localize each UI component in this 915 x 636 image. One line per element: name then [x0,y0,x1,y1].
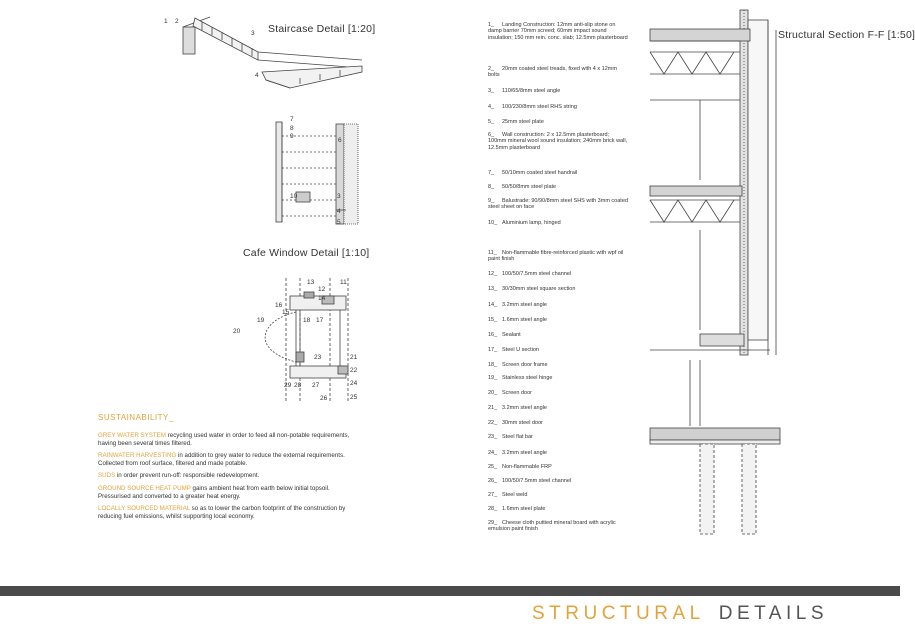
detail-note-text: 20mm coated steel treads, fixed with 4 x 12mm bolts [488,66,617,79]
sustainability-item [98,432,360,447]
drawing-reference-number: 6 [338,137,342,144]
detail-note-text: Screen door frame [502,362,548,368]
sustainability-item-key: GROUND SOURCE HEAT PUMP [98,484,191,492]
detail-note-number: 13_ [488,286,498,292]
detail-note [488,506,628,512]
detail-note [488,119,628,125]
detail-note [488,390,628,396]
sustainability-item-text: in addition to grey water to reduce the external requirements. Collected from roof surface, filtered and made potable. [98,452,345,467]
detail-note-text: Balustrade: 90/90/8mm steel SHS with 3mm coated steel sheet on face [488,198,628,211]
detail-note-text: 30/30mm steel square section [502,286,576,292]
detail-note-number: 18_ [488,362,498,368]
drawing-reference-number: 2 [175,18,179,25]
drawing-reference-number: 15 [282,309,290,316]
detail-note-text: 3.2mm steel angle [502,302,547,308]
page-title-details: DETAILS [718,603,828,624]
detail-note [488,22,628,41]
detail-note-number: 16_ [488,332,498,338]
drawing-reference-number: 29 [284,382,292,389]
drawing-reference-number: 21 [350,354,358,361]
detail-note [488,104,628,110]
drawing-reference-number: 25 [350,394,358,401]
detail-note [488,375,628,381]
detail-note [488,332,628,338]
detail-note [488,132,628,151]
detail-note-text: 50/50/8mm steel plate [502,184,557,190]
sustainability-item-text: so as to lower the carbon footprint of the construction by reducing fuel emissions, whilst supporting local economy. [98,505,346,520]
drawing-reference-number: 13 [307,279,315,286]
page-title [532,603,828,625]
drawing-reference-number: 28 [294,382,302,389]
detail-note-number: 4_ [488,104,495,110]
detail-note [488,450,628,456]
detail-note-number: 29_ [488,520,498,526]
detail-note-text: 1.6mm steel angle [502,317,547,323]
detail-note [488,434,628,440]
sustainability-item-key: RAINWATER HARVESTING [98,452,177,460]
detail-note-text: 3.2mm steel angle [502,450,547,456]
detail-note [488,317,628,323]
staircase-detail-title: Staircase Detail [1:20] [268,23,376,35]
detail-note-number: 2_ [488,66,495,72]
detail-note-number: 24_ [488,450,498,456]
detail-note [488,347,628,353]
detail-note-text: 100/50/7.5mm steel channel [502,271,572,277]
drawing-reference-number: 8 [290,125,294,132]
cafe-window-detail-title: Cafe Window Detail [1:10] [243,247,370,259]
sustainability-item-text: in order prevent run-off: responsible redevelopment. [115,472,260,480]
drawing-reference-number: 17 [316,317,324,324]
detail-note-number: 27_ [488,492,498,498]
detail-note-number: 8_ [488,184,495,190]
drawing-reference-number: 9 [290,133,294,140]
detail-note-text: Non-flammable FRP [502,464,552,470]
detail-note-number: 9_ [488,198,495,204]
sustainability-item [98,505,360,520]
detail-note-text: 50/10mm coated steel handrail [502,170,578,176]
detail-note-number: 5_ [488,119,495,125]
detail-note [488,492,628,498]
sustainability-item-text: gains ambient heat from earth below initial topsoil. Pressurised and converted to a greater heat energy. [98,484,330,500]
detail-note [488,250,628,263]
detail-note [488,198,628,211]
detail-note [488,478,628,484]
detail-note-number: 20_ [488,390,498,396]
detail-note-text: Wall construction: 2 x 12.5mm plasterboard; 100mm mineral wool sound insulation; 240mm brick wall, 12.5mm plasterboard [488,132,628,151]
drawing-reference-number: 3 [251,30,255,37]
detail-note [488,286,628,292]
detail-note-text: Cheese cloth puttied mineral board with acrylic emulsion paint finish [488,520,616,533]
detail-note-text: Non-flammable fibre-reinforced plastic with wpf oil paint finish [488,250,624,263]
drawing-reference-number: 19 [257,317,265,324]
detail-note-number: 7_ [488,170,495,176]
detail-note [488,88,628,94]
detail-note-number: 26_ [488,478,498,484]
detail-note-number: 21_ [488,405,498,411]
detail-note-text: 110/65/8mm steel angle [502,88,561,94]
sustainability-item-key: SUDS [98,472,116,480]
detail-note-text: 1.6mm steel plate [502,506,546,512]
detail-note-text: 100/230/8mm steel RHS string [502,104,577,110]
detail-note-text: Steel flat bar [502,434,533,440]
drawing-reference-number: 3 [337,193,341,200]
detail-note-number: 19_ [488,375,498,381]
sustainability-item-key: LOCALLY SOURCED MATERIAL [98,505,190,513]
detail-note-number: 23_ [488,434,498,440]
drawing-reference-number: 14 [318,295,326,302]
detail-note [488,420,628,426]
detail-note [488,302,628,308]
detail-note-text: Screen door [502,390,532,396]
detail-note [488,464,628,470]
detail-note-number: 1_ [488,22,495,28]
detail-note [488,220,628,226]
drawing-reference-number: 12 [318,286,326,293]
structural-section-title: Structural Section F-F [1:50] [778,29,915,41]
drawing-reference-number: 4 [255,72,259,79]
detail-note-number: 25_ [488,464,498,470]
detail-note-text: Steel U section [502,347,539,353]
drawing-reference-number: 23 [314,354,322,361]
detail-note-number: 17_ [488,347,498,353]
drawing-reference-number: 27 [312,382,320,389]
detail-note [488,66,628,79]
drawing-reference-number: 10 [290,193,298,200]
drawing-reference-number: 1 [164,18,168,25]
drawing-reference-number: 20 [233,328,241,335]
page-title-structural: STRUCTURAL [531,603,705,624]
detail-note [488,170,628,176]
drawing-reference-number: 18 [303,317,311,324]
detail-note [488,405,628,411]
sustainability-list [98,432,360,525]
detail-note-text: 3.2mm steel angle [502,405,547,411]
detail-note-number: 11_ [488,250,497,256]
detail-note-number: 22_ [488,420,498,426]
detail-note [488,271,628,277]
detail-note-number: 10_ [488,220,498,226]
detail-note [488,520,628,533]
drawing-reference-number: 26 [320,395,328,402]
detail-note-text: Sealant [502,332,521,338]
sustainability-item-key: GREY WATER SYSTEM [98,432,166,439]
detail-note-text: 100/50/7.5mm steel channel [502,478,572,484]
sustainability-item [98,485,360,500]
sustainability-item [98,452,360,467]
drawing-reference-number: 16 [275,302,283,309]
drawing-reference-number: 11 [340,279,347,286]
drawing-reference-number: 22 [350,367,358,374]
detail-note-number: 12_ [488,271,498,277]
sustainability-item [98,472,360,480]
drawing-reference-number: 24 [350,380,358,387]
detail-note-text: 30mm steel door [502,420,543,426]
detail-note-text: Steel weld [502,492,528,498]
detail-note-number: 6_ [488,132,495,138]
drawing-reference-number: 5 [337,219,341,226]
drawing-reference-number: 4 [337,208,341,215]
footer-bar [0,586,900,596]
sustainability-heading: SUSTAINABILITY_ [98,413,174,422]
drawing-reference-number: 7 [290,116,294,123]
detail-note-text: Aluminium lamp, hinged [502,220,561,226]
sustainability-item-text: recycling used water in order to feed all non-potable requirements, having been several times filtered. [98,432,350,447]
detail-note [488,184,628,190]
detail-note-text: Landing Construction: 12mm anti-slip stone on damp barrier 70mm screed; 60mm impact sound insulation; 150 mm rein. conc. slab; 12.5mm plasterboard [488,22,628,41]
detail-note [488,362,628,368]
detail-note-number: 28_ [488,506,498,512]
detail-note-text: Stainless steel hinge [502,375,553,381]
detail-note-number: 15_ [488,317,498,323]
detail-note-number: 3_ [488,88,495,94]
detail-note-text: 25mm steel plate [502,119,544,125]
detail-note-number: 14_ [488,302,498,308]
